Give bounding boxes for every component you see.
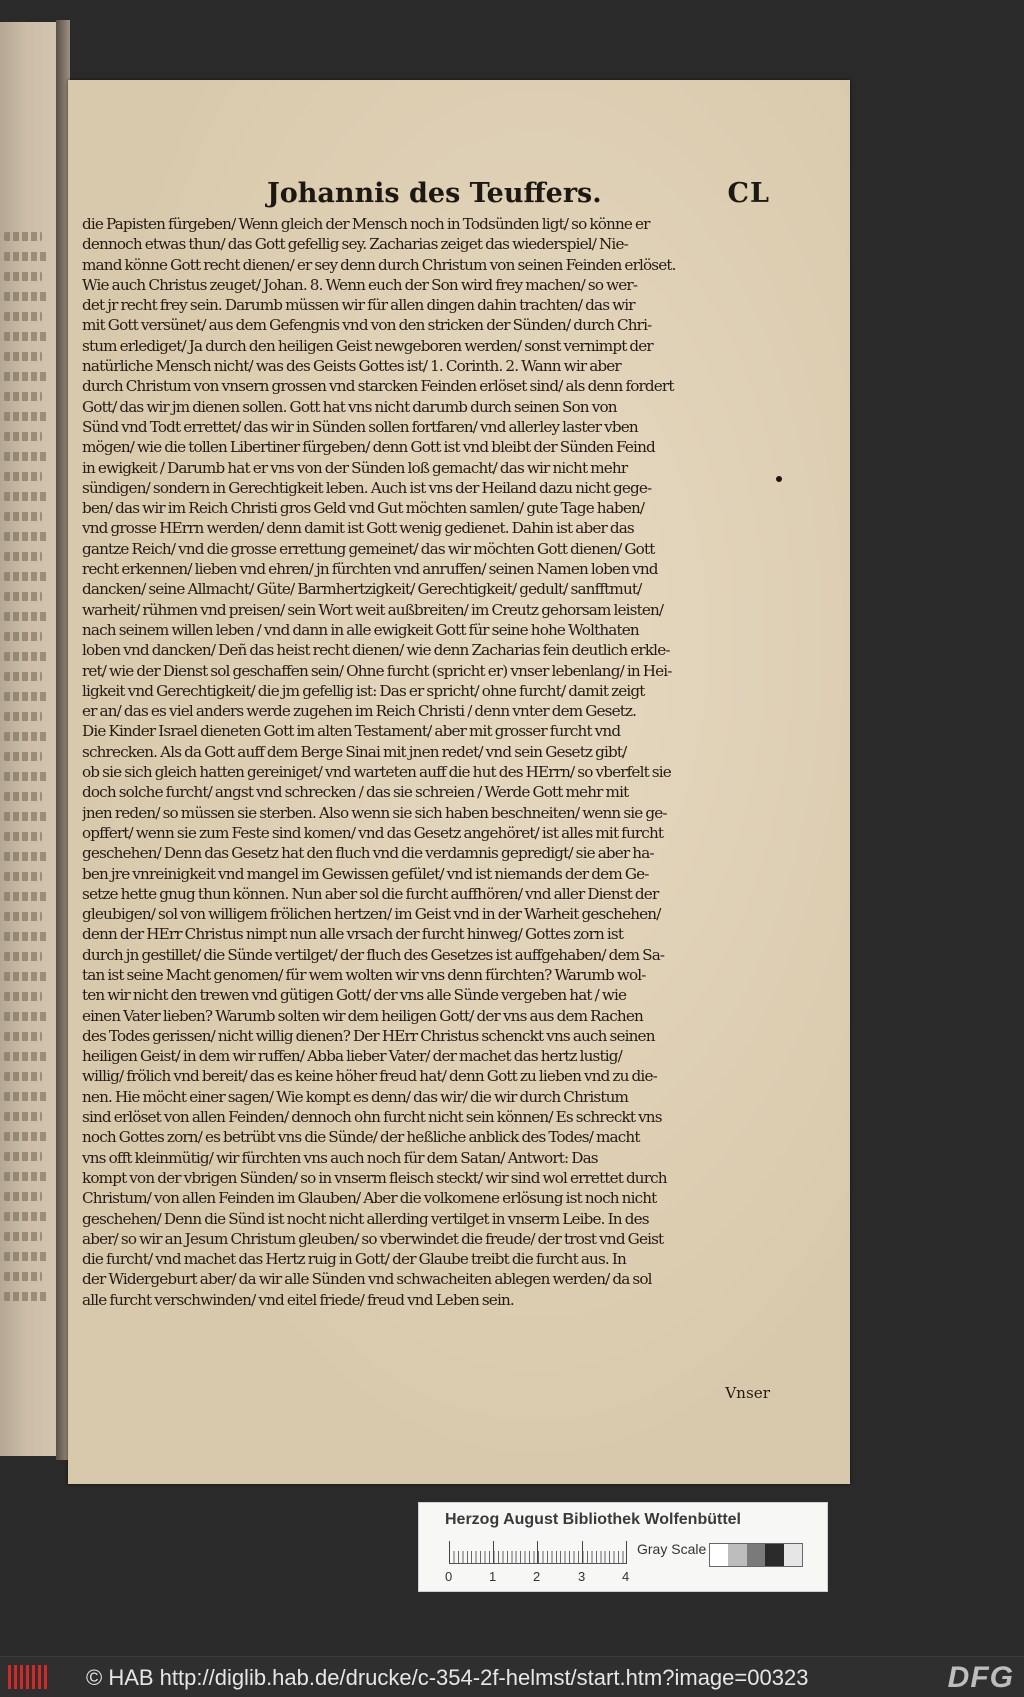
text-line: er an/ das es viel anders werde zugehen im Reich Christi / denn vnter dem Gesetz. (82, 702, 637, 721)
text-line: sündigen/ sondern in Gerechtigkeit leben. Auch ist vns der Heiland dazu nicht gege- (82, 478, 652, 497)
text-line: opffert/ wenn sie zum Feste sind komen/ vnd das Gesetz angehöret/ ist alles mit furcht (82, 823, 664, 842)
gray-patch (710, 1544, 728, 1566)
previous-page-text-fragment (4, 1092, 49, 1101)
previous-page-text-fragment (4, 372, 49, 381)
previous-page-text-fragment (4, 932, 49, 941)
text-line: Die Kinder Israel dieneten Gott im alten Testament/ aber mit grosser furcht vnd (82, 722, 621, 741)
previous-page-text-fragments (4, 232, 56, 1312)
text-line: sind erlöset von allen Feinden/ dennoch ohn furcht nicht sein können/ Es schreckt vns (82, 1108, 662, 1127)
text-line: in ewigkeit / Darumb hat er vns von der Sünden loß gemacht/ das wir nicht mehr (82, 458, 628, 477)
text-line: denn der HErr Christus nimpt nun alle vrsach der furcht hinweg/ Gottes zorn ist (82, 925, 624, 944)
previous-page-text-fragment (4, 452, 49, 461)
previous-page-text-fragment (4, 592, 42, 601)
text-line: noch Gottes zorn/ es betrübt vns die Sünde/ der heßliche anblick des Todes/ macht (82, 1128, 640, 1147)
text-line: einen Vater lieben? Warumb solten wir dem heiligen Gott/ der vns aus dem Rachen (82, 1006, 643, 1025)
previous-page-text-fragment (4, 1212, 49, 1221)
previous-page-text-fragment (4, 492, 49, 501)
previous-page-text-fragment (4, 772, 49, 781)
text-line: ten wir nicht den trewen vnd gütigen Gott/ der vns alle Sünde vergeben hat / wie (82, 986, 627, 1005)
text-line: aber/ so wir an Jesum Christum gleuben/ so vberwindet die freude/ der trost vnd Geist (82, 1229, 664, 1248)
text-line: heiligen Geist/ in dem wir ruffen/ Abba lieber Vater/ der machet das hertz lustig/ (82, 1047, 622, 1066)
previous-page-text-fragment (4, 632, 42, 641)
previous-page-text-fragment (4, 572, 49, 581)
text-line: det jr recht frey sein. Darumb müssen wir für allen dingen dahin trachten/ das wir (82, 296, 635, 315)
text-line: loben vnd dancken/ Deñ das heist recht dienen/ wie denn Zacharias fein deutlich erkle- (82, 641, 670, 660)
text-line: kompt von der vbrigen Sünden/ so in vnserm fleisch steckt/ wir sind wol errettet durch (82, 1168, 667, 1187)
hab-logo-icon (8, 1665, 48, 1689)
previous-page-text-fragment (4, 392, 42, 401)
previous-page-text-fragment (4, 872, 42, 881)
ruler-number: 3 (578, 1569, 586, 1584)
text-line: Christum/ von allen Feinden im Glauben/ Aber die volkomene erlösung ist noch nicht (82, 1189, 657, 1208)
previous-page-text-fragment (4, 732, 49, 741)
previous-page-text-fragment (4, 1192, 42, 1201)
text-line: Gott/ das wir jm dienen sollen. Gott hat vns nicht darumb durch seinen Son von (82, 397, 617, 416)
previous-page-text-fragment (4, 512, 42, 521)
text-line: dennoch etwas thun/ das Gott gefellig sey. Zacharias zeiget das wiederspiel/ Nie- (82, 235, 628, 254)
ruler-major-tick (449, 1541, 450, 1563)
ink-spot (776, 476, 782, 482)
text-line: willig/ frölich vnd bereit/ das es keine höher freud hat/ denn Gott zu lieben vnd zu die- (82, 1067, 657, 1086)
text-line: des Todes gerissen/ nicht willig dienen? Der HErr Christus schenckt vns auch seinen (82, 1026, 655, 1045)
ruler-major-tick (582, 1541, 583, 1563)
text-line: nach seinem willen leben / vnd dann in alle ewigkeit Gott für seine hohe Wolthaten (82, 620, 639, 639)
catchword: Vnser (725, 1384, 770, 1402)
previous-page-text-fragment (4, 332, 49, 341)
text-line: nen. Hie möcht einer sagen/ Wie kompt es denn/ das wir/ die wir durch Christum (82, 1087, 629, 1106)
previous-page-text-fragment (4, 292, 49, 301)
previous-page-text-fragment (4, 712, 42, 721)
previous-page-text-fragment (4, 412, 49, 421)
page-text-block (82, 178, 770, 1402)
text-line: recht erkennen/ lieben vnd ehren/ jn fürchten vnd anruffen/ seinen Namen loben vnd (82, 560, 658, 579)
previous-page-text-fragment (4, 1032, 42, 1041)
previous-page-text-fragment (4, 1052, 49, 1061)
dfg-logo: DFG (947, 1661, 1014, 1694)
previous-page-text-fragment (4, 432, 42, 441)
text-line: gantze Reich/ vnd die grosse errettung gemeinet/ das wir möchten Gott dienen/ Gott (82, 539, 655, 558)
previous-page-text-fragment (4, 752, 42, 761)
ruler-number: 1 (489, 1569, 497, 1584)
previous-page-text-fragment (4, 692, 49, 701)
previous-page-text-fragment (4, 1232, 42, 1241)
text-line: die furcht/ vnd machet das Hertz ruig in Gott/ der Glaube treibt die furcht aus. In (82, 1250, 626, 1269)
previous-page-text-fragment (4, 852, 49, 861)
previous-page-text-fragment (4, 1012, 49, 1021)
text-line: jnen reden/ so müssen sie sterben. Also wenn sie sich haben beschneiten/ wenn sie ge- (82, 803, 667, 822)
previous-page-text-fragment (4, 232, 42, 241)
page-header (82, 178, 770, 214)
text-line: mögen/ wie die tollen Libertiner fürgeben/ denn Gott ist vnd bleibt der Sünden Feind (82, 438, 655, 457)
text-line: ben jre vnreinigkeit vnd mangel im Gewissen gefület/ vnd ist niemands der dem Ge- (82, 864, 649, 883)
previous-page-text-fragment (4, 1072, 42, 1081)
text-line: mand könne Gott recht dienen/ er sey denn durch Christum von seinen Feinden erlöset. (82, 255, 676, 274)
ruler-major-tick (537, 1541, 538, 1563)
text-line: vns offt kleinmütig/ wir fürchten vns auch noch für dem Satan/ Antwort: Das (82, 1148, 598, 1167)
previous-page-text-fragment (4, 1272, 42, 1281)
previous-page-text-fragment (4, 792, 42, 801)
previous-page-text-fragment (4, 1152, 42, 1161)
previous-page-text-fragment (4, 532, 49, 541)
previous-page-text-fragment (4, 892, 49, 901)
previous-page-text-fragment (4, 972, 49, 981)
text-line: warheit/ rühmen vnd preisen/ sein Wort weit außbreiten/ im Creutz gehorsam leisten/ (82, 600, 664, 619)
previous-page-text-fragment (4, 1112, 42, 1121)
ruler-numbers (445, 1569, 645, 1585)
text-line: durch Christum von vnsern grossen vnd starcken Feinden erlöset sind/ als denn fordert (82, 377, 674, 396)
text-line: dancken/ seine Allmacht/ Güte/ Barmhertzigkeit/ Gerechtigkeit/ gedult/ sanfftmut/ (82, 580, 642, 599)
text-line: gleubigen/ sol von willigem frölichen hertzen/ im Geist vnd in der Warheit geschehen/ (82, 905, 661, 924)
color-calibration-chart (418, 1502, 828, 1592)
previous-page-text-fragment (4, 552, 42, 561)
text-line: setze hette gnug thun können. Nun aber sol die furcht auffhören/ vnd aller Dienst der (82, 884, 659, 903)
ruler-number: 0 (445, 1569, 453, 1584)
ruler-number: 2 (533, 1569, 541, 1584)
previous-page-text-fragment (4, 672, 42, 681)
text-line: natürliche Mensch nicht/ was des Geists Gottes ist/ 1. Corinth. 2. Wann wir aber (82, 357, 621, 376)
text-line: der Widergeburt aber/ da wir alle Sünden vnd schwacheiten ablegen werden/ da sol (82, 1270, 652, 1289)
ruler-major-tick (493, 1541, 494, 1563)
gray-scale-label: Gray Scale (637, 1541, 707, 1557)
folio-number: CL (727, 178, 770, 209)
previous-page-text-fragment (4, 472, 42, 481)
text-line: Sünd vnd Todt errettet/ das wir in Sünden sollen fortfaren/ vnd allerley laster vben (82, 417, 638, 436)
ruler-major-tick (626, 1541, 627, 1563)
gray-patch (728, 1544, 746, 1566)
previous-page-text-fragment (4, 352, 42, 361)
previous-page-text-fragment (4, 812, 49, 821)
text-line: Wie auch Christus zeuget/ Johan. 8. Wenn euch der Son wird frey machen/ so wer- (82, 275, 638, 294)
footer-bar (0, 1656, 1024, 1697)
text-line: stum erlediget/ Ja durch den heiligen Geist newgeboren werden/ sonst vernimpt der (82, 336, 653, 355)
library-name: Herzog August Bibliothek Wolfenbüttel (445, 1511, 741, 1528)
previous-page-text-fragment (4, 1252, 49, 1261)
gray-scale-patches (709, 1543, 803, 1567)
previous-page-text-fragment (4, 612, 49, 621)
previous-page-text-fragment (4, 832, 42, 841)
scale-ruler (449, 1541, 627, 1564)
gray-patch (765, 1544, 783, 1566)
text-line: schrecken. Als da Gott auff dem Berge Sinai mit jnen redet/ vnd sein Gesetz gibt/ (82, 742, 627, 761)
previous-page-text-fragment (4, 992, 42, 1001)
text-line: geschehen/ Denn das Gesetz hat den fluch vnd die verdamnis gepredigt/ sie aber ha- (82, 844, 654, 863)
previous-page-text-fragment (4, 312, 42, 321)
ruler-number: 4 (622, 1569, 630, 1584)
running-title: Johannis des Teuffers. (267, 178, 602, 209)
text-line: alle furcht verschwinden/ vnd eitel friede/ freud vnd Leben sein. (82, 1290, 514, 1309)
text-line: doch solche furcht/ angst vnd schrecken / das sie schreien / Werde Gott mehr mit (82, 783, 629, 802)
previous-page-text-fragment (4, 912, 42, 921)
text-line: vnd grosse HErrn werden/ denn damit ist Gott wenig gedienet. Dahin ist aber das (82, 519, 634, 538)
page-body-text (82, 214, 770, 1310)
text-line: tan ist seine Macht genomen/ für wem wolten wir vns denn fürchten? Warumb wol- (82, 965, 646, 984)
source-url[interactable]: © HAB http://diglib.hab.de/drucke/c-354-2f-helmst/start.htm?image=00323 (86, 1665, 809, 1690)
previous-page-text-fragment (4, 1292, 49, 1301)
text-line: mit Gott versünet/ aus dem Gefengnis vnd von den stricken der Sünden/ durch Chri- (82, 316, 652, 335)
text-line: ligkeit vnd Gerechtigkeit/ die jm gefellig ist: Das er spricht/ ohne furcht/ damit zeigt (82, 681, 645, 700)
previous-page-text-fragment (4, 952, 42, 961)
previous-page-text-fragment (4, 652, 49, 661)
text-line: geschehen/ Denn die Sünd ist nocht nicht allerding vertilget in vnserm Leibe. In des (82, 1209, 649, 1228)
text-line: die Papisten fürgeben/ Wenn gleich der Mensch noch in Todsünden ligt/ so könne er (82, 215, 650, 233)
book-page (68, 80, 850, 1484)
previous-page-text-fragment (4, 1132, 49, 1141)
previous-page-text-fragment (4, 252, 49, 261)
previous-page-text-fragment (4, 1172, 49, 1181)
text-line: ben/ das wir im Reich Christi gros Geld vnd Gut möchten samlen/ gute Tage haben/ (82, 499, 645, 518)
text-line: ob sie sich gleich hatten gereiniget/ vnd warteten auff die hut des HErrn/ so vberfelt sie (82, 763, 671, 782)
previous-page-text-fragment (4, 272, 42, 281)
text-line: durch jn gestillet/ die Sünde vertilget/ der fluch des Gesetzes ist auffgehaben/ dem Sa- (82, 945, 665, 964)
gray-patch (784, 1544, 802, 1566)
gray-patch (747, 1544, 765, 1566)
previous-page-edge (0, 22, 58, 1456)
text-line: ret/ wie der Dienst sol geschaffen sein/ Ohne furcht (spricht er) vnser lebenlang/ in Hei- (82, 661, 672, 680)
